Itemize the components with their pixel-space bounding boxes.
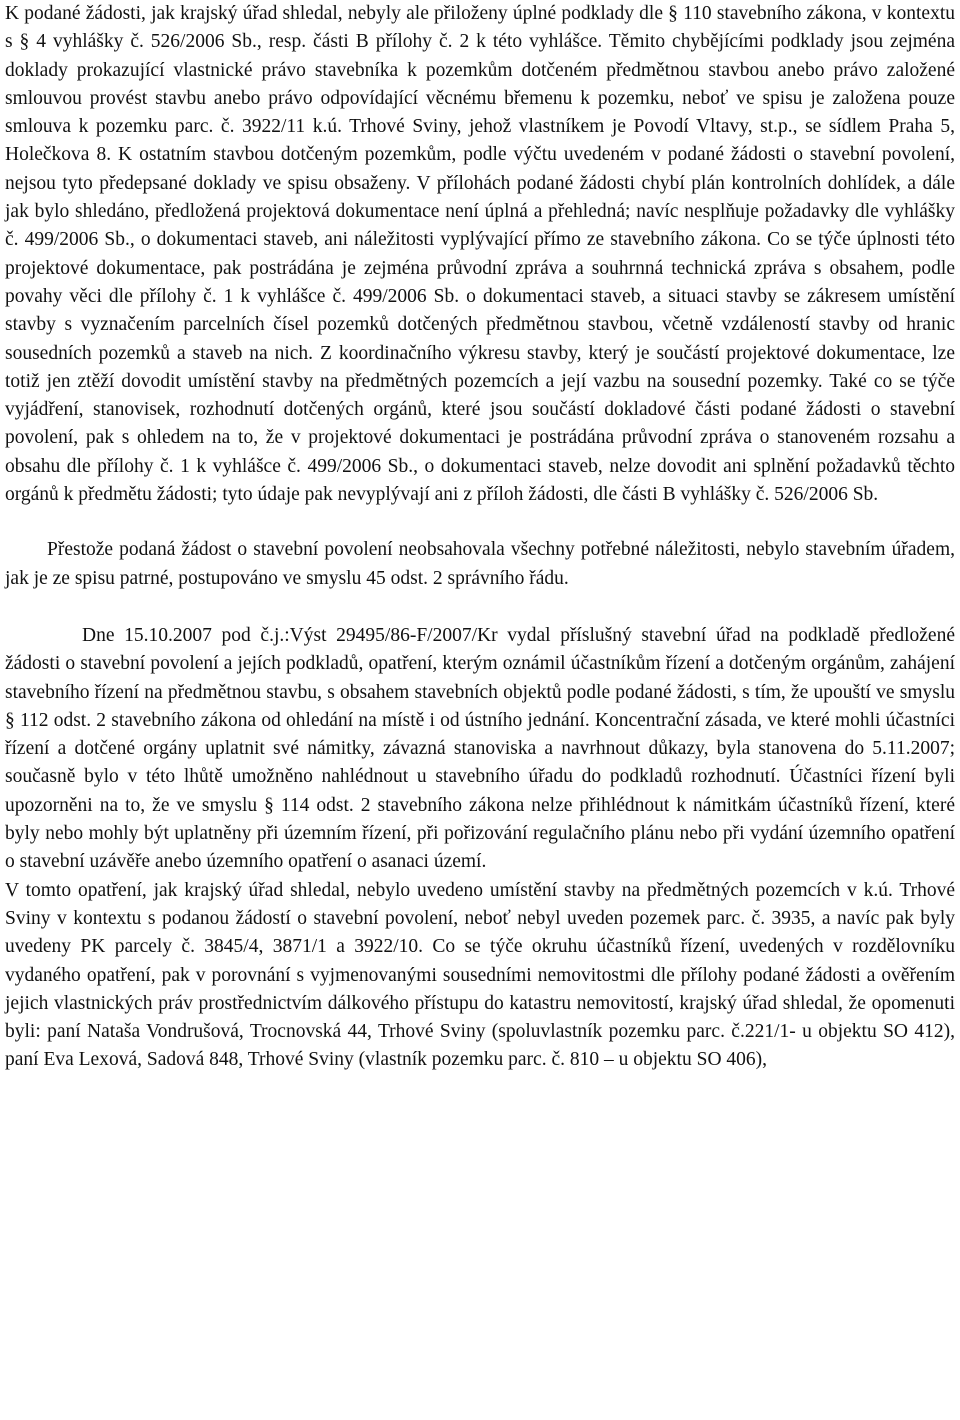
paragraph-missing-documents: K podané žádosti, jak krajský úřad shledal, nebyly ale přiloženy úplné podklady dle § 110 stavebního zákona, v kontextu s § 4 vyhlášky č. 526/2006 Sb., resp. části B přílohy č. 2 k této vyhlášce. Těmito chybějícími podklady jsou zejména doklady prokazující vlastnické právo stavebníka k pozemkům dotčeném předmětnou stavbou anebo právo založené smlouvou provést stavbu anebo právo odpovídající věcnému břemenu k pozemku, neboť ve spisu je založena pouze smlouva k pozemku parc. č. 3922/11 k.ú. Trhové Sviny, jehož vlastníkem je Povodí Vltavy, st.p., se sídlem Praha 5, Holečkova 8. K ostatním stavbou dotčeným pozemkům, podle výčtu uvedeném v podané žádosti o stavební povolení, nejsou tyto předepsané doklady ve spisu obsaženy. V přílohách podané žádosti chybí plán kontrolních dohlídek, a dále jak bylo shledáno, předložená projektová dokumentace není úplná a přehledná; navíc nesplňuje požadavky dle vyhlášky č. 499/2006 Sb., o dokumentaci staveb, ani náležitosti vyplývající přímo ze stavebního zákona. Co se týče úplnosti této projektové dokumentace, pak postrádána je zejména průvodní zpráva a souhrnná technická zpráva s obsahem, podle povahy věci dle přílohy č. 1 k vyhlášce č. 499/2006 Sb. o dokumentaci staveb, a situaci stavby se zákresem umístění stavby s vyznačením parcelních čísel pozemků dotčených předmětnou stavbou, včetně vzdáleností stavby od hranic sousedních pozemků a staveb na nich. Z koordinačního výkresu stavby, který je součástí projektové dokumentace, lze totiž jen ztěží dovodit umístění stavby na předmětných pozemcích a její vazbu na sousední pozemky. Také co se týče vyjádření, stanovisek, rozhodnutí dotčených orgánů, které jsou součástí dokladové části podané žádosti o stavební povolení, pak s ohledem na to, že v projektové dokumentaci je postrádána průvodní zpráva o stanoveném rozsahu a obsahu dle přílohy č. 1 k vyhlášce č. 499/2006 Sb., o dokumentaci staveb, nelze dovodit ani splnění požadavků těchto orgánů k předmětu žádosti; tyto údaje pak nevyplývají ani z příloh žádosti, dle části B vyhlášky č. 526/2006 Sb. xyxy=(5,3,955,506)
paragraph-procedure-notice: Dne 15.10.2007 pod č.j.:Výst 29495/86-F/2007/Kr vydal příslušný stavební úřad na podkladě předložené žádosti o stavební povolení a jejích podkladů, opatření, kterým oznámil účastníkům řízení a dotčeným orgánům, zahájení stavebního řízení na předmětnou stavbu, s obsahem stavebních objektů podle podané žádosti, s tím, že upouští ve smyslu § 112 odst. 2 stavebního zákona od ohledání na místě i od ústního jednání. Koncentrační zásada, ve které mohli účastníci řízení a dotčené orgány uplatnit své námitky, závazná stanoviska a navrhnout důkazy, byla stanovena do 5.11.2007; současně bylo v této lhůtě umožněno nahlédnout u stavebního úřadu do podkladů rozhodnutí. Účastníci řízení byli upozorněni na to, že ve smyslu § 114 odst. 2 stavebního zákona nelze přihlédnout k námitkám účastníků řízení, které byly nebo mohly být uplatněny při územním řízení, při pořizování regulačního plánu nebo při vydání územního opatření o stavební uzávěře anebo územního opatření o asanaci území. xyxy=(5,624,955,873)
paragraph-incomplete-application: Přestože podaná žádost o stavební povolení neobsahovala všechny potřebné náležitosti, nebylo stavebním úřadem, jak je ze spisu patrné, postupováno ve smyslu 45 odst. 2 správního řádu. xyxy=(5,539,955,589)
paragraph-omitted-participants: V tomto opatření, jak krajský úřad shledal, nebylo uvedeno umístění stavby na předmětných pozemcích v k.ú. Trhové Sviny v kontextu s podanou žádostí o stavební povolení, neboť nebyl uveden pozemek parc. č. 3935, a navíc pak byly uvedeny PK parcely č. 3845/4, 3871/1 a 3922/10. Co se týče okruhu účastníků řízení, uvedených v rozdělovníku vydaného opatření, pak v porovnání s vyjmenovanými sousedními nemovitostmi dle přílohy podané žádosti a ověřením jejich vlastnických práv prostřednictvím dálkového přístupu do katastru nemovitostí, krajský úřad shledal, že opomenuti byli: paní Nataša Vondrušová, Trocnovská 44, Trhové Sviny (spoluvlastník pozemku parc. č.221/1- u objektu SO 412), paní Eva Lexová, Sadová 848, Trhové Sviny (vlastník pozemku parc. č. 810 – u objektu SO 406), xyxy=(5,879,955,1071)
